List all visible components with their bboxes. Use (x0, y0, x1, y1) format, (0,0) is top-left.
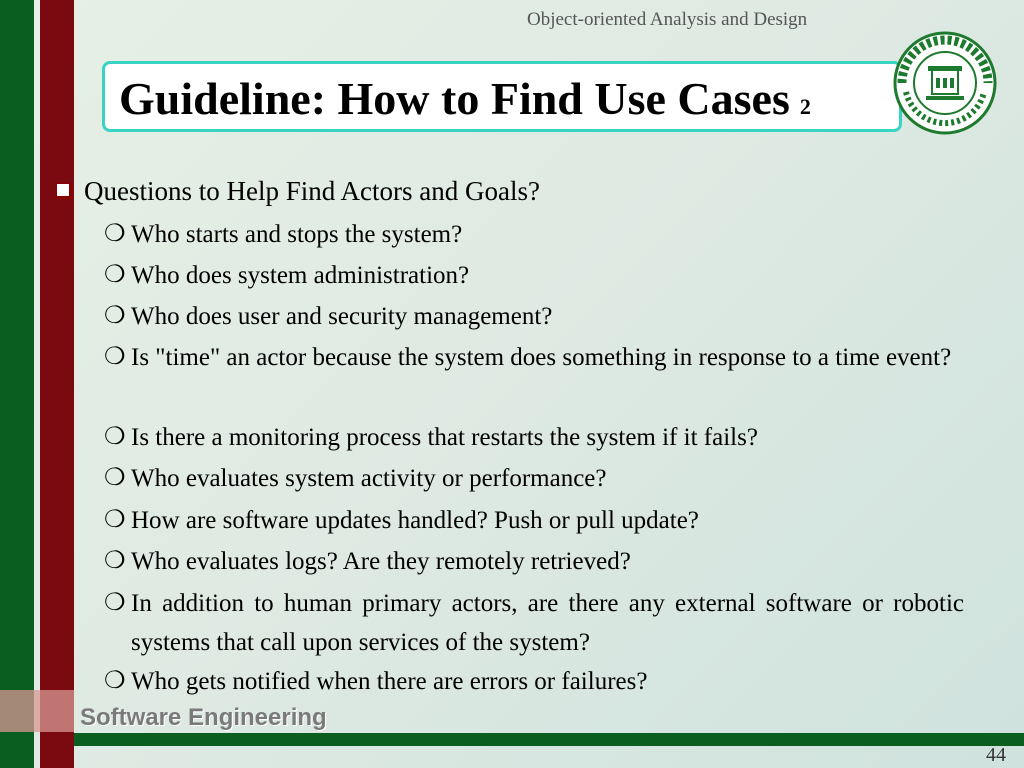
sub-bullet-text: Who starts and stops the system? (131, 221, 463, 248)
main-bullet-text: Questions to Help Find Actors and Goals? (84, 176, 540, 206)
sub-bullet-2 (104, 256, 964, 295)
circle-bullet-icon: ❍ (104, 424, 126, 450)
sub-bullet-text: Who evaluates system activity or performance? (131, 465, 607, 492)
sub-bullet-4 (104, 338, 964, 377)
footer-accent-band (0, 690, 74, 732)
left-green-stripe (0, 0, 34, 768)
circle-bullet-icon: ❍ (104, 262, 126, 288)
sub-bullet-7 (104, 501, 964, 540)
sub-bullet-9 (104, 584, 964, 662)
page-number: 44 (986, 744, 1006, 766)
sub-bullet-text: Who evaluates logs? Are they remotely retrieved? (131, 548, 631, 575)
sub-bullet-text: How are software updates handled? Push or pull update? (131, 507, 699, 534)
sub-bullet-text: Is there a monitoring process that restarts the system if it fails? (131, 424, 758, 451)
sub-bullet-text: Who does user and security management? (131, 303, 553, 330)
university-seal-logo (892, 30, 998, 136)
slide-title (119, 72, 811, 125)
sub-bullet-6 (104, 459, 964, 498)
bottom-green-line (74, 733, 1024, 746)
slide-title-text: Guideline: How to Find Use Cases (119, 73, 790, 124)
circle-bullet-icon: ❍ (104, 668, 126, 694)
course-name: Object-oriented Analysis and Design (527, 9, 808, 30)
sub-bullet-10 (104, 662, 964, 701)
title-box (102, 61, 902, 132)
main-bullet (56, 176, 540, 207)
circle-bullet-icon: ❍ (104, 344, 126, 370)
footer-label: Software Engineering (80, 704, 327, 731)
circle-bullet-icon: ❍ (104, 221, 126, 247)
sub-bullet-8 (104, 542, 964, 581)
circle-bullet-icon: ❍ (104, 507, 126, 533)
sub-bullet-3 (104, 297, 964, 336)
square-bullet-icon (56, 183, 70, 197)
sub-bullet-text: In addition to human primary actors, are there any external software or robotic systems that call upon services of the system? (131, 590, 964, 656)
circle-bullet-icon: ❍ (104, 548, 126, 574)
sub-bullet-text: Who does system administration? (131, 262, 470, 289)
circle-bullet-icon: ❍ (104, 465, 126, 491)
sub-bullet-text: Is "time" an actor because the system does something in response to a time event? (131, 344, 952, 371)
circle-bullet-icon: ❍ (104, 590, 126, 616)
sub-bullet-text: Who gets notified when there are errors or failures? (131, 668, 648, 695)
left-maroon-stripe (40, 0, 74, 768)
sub-bullet-1 (104, 215, 964, 254)
circle-bullet-icon: ❍ (104, 303, 126, 329)
sub-bullet-5 (104, 418, 964, 457)
slide-title-suffix: 2 (799, 94, 811, 119)
